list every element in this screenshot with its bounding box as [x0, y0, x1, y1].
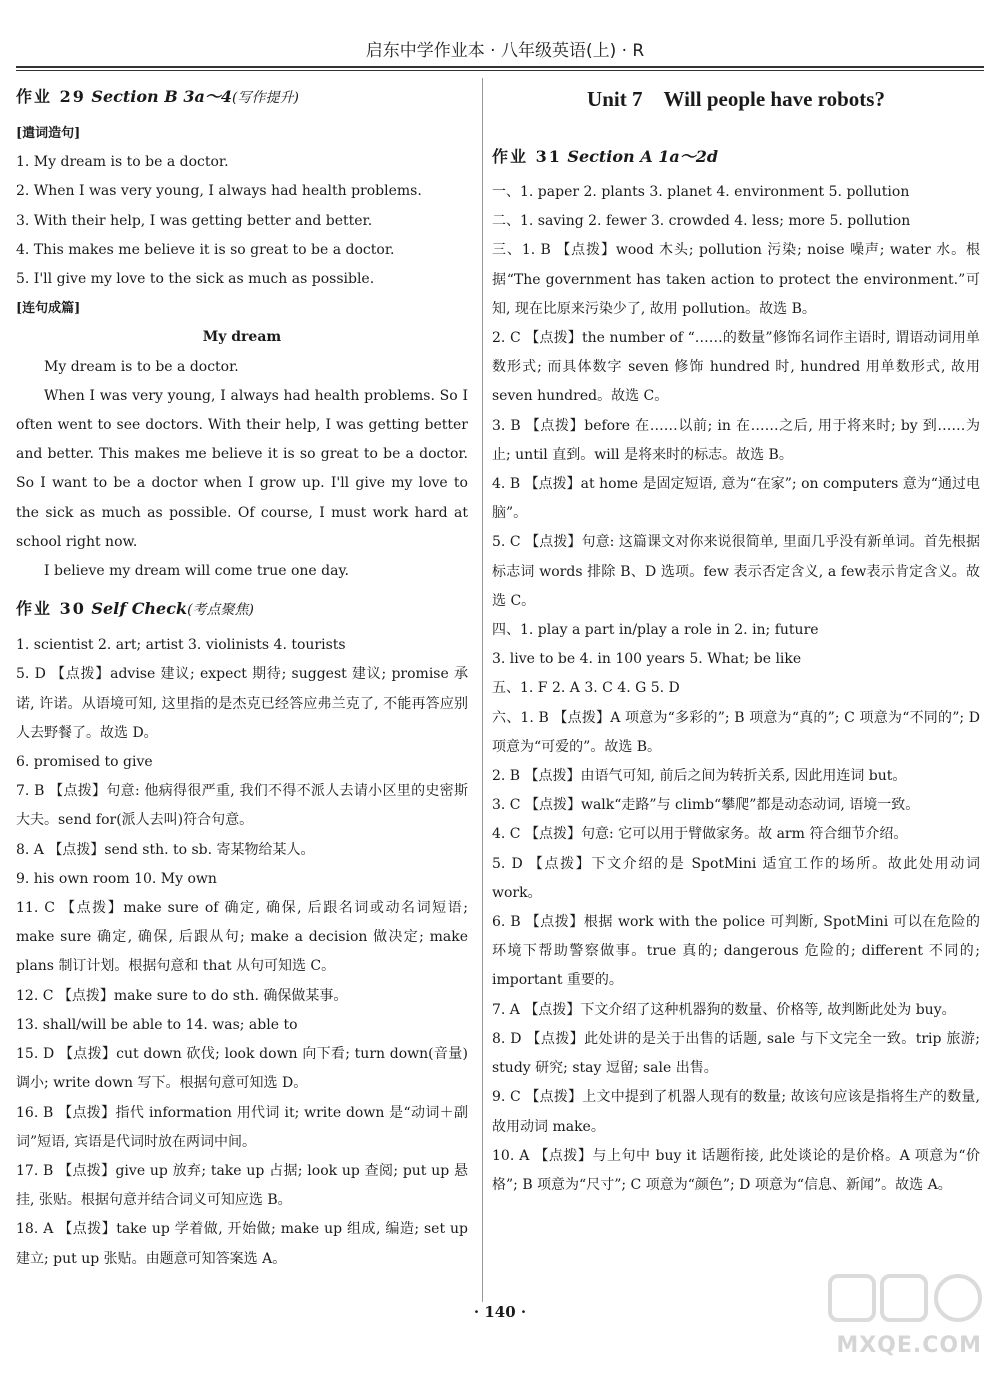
answer-item: 8. A 【点拨】send sth. to sb. 寄某物给某人。	[16, 841, 315, 858]
hw30-note: (考点聚焦)	[187, 602, 254, 619]
answer-item: 3. B 【点拨】before 在……以前; in 在……之后, 用于将来时; by 到……为止; until 直到。will 是将来时的标志。故选 B。	[492, 417, 980, 463]
essay-title: My dream	[202, 329, 282, 346]
watermark	[826, 1270, 986, 1360]
hw31-tag: 作业 31	[492, 147, 562, 166]
answer-item: 5. D 【点拨】下文介绍的是 SpotMini 适宜工作的场所。故此处用动词 work。	[492, 855, 980, 901]
essay-paragraph: I believe my dream will come true one day.	[44, 563, 349, 580]
answer-item: 6. B 【点拨】根据 work with the police 可判断, SpotMini 可以在危险的环境下帮助警察做事。true 真的; dangerous 危险的; different 不同的; important 重要的。	[492, 914, 980, 989]
essay-paragraph: My dream is to be a doctor.	[44, 358, 239, 375]
answer-item: 11. C 【点拨】make sure of 确定, 确保, 后跟名词或动名词短语; make sure 确定, 确保, 后跟从句; make a decision 做决定; make plans 制订计划。根据句意和 that 从句可知选 C。	[16, 900, 468, 975]
answer-item: 7. A 【点拨】下文介绍了这种机器狗的数量、价格等, 故判断此处为 buy。	[492, 1001, 956, 1018]
answer-item: 9. his own room 10. My own	[16, 870, 217, 887]
answer-item: 二、1. saving 2. fewer 3. crowded 4. less; more 5. pollution	[492, 213, 911, 230]
answer-item: 5. D 【点拨】advise 建议; expect 期待; suggest 建议; promise 承诺, 许诺。从语境可知, 这里指的是杰克已经答应弗兰克了, 不能再答应别人去野餐了。故选 D。	[16, 666, 468, 741]
answer-item: 18. A 【点拨】take up 学着做, 开始做; make up 组成, 编造; set up 建立; put up 张贴。由题意可知答案选 A。	[16, 1221, 468, 1267]
hw30-tag: 作业 30	[16, 599, 86, 619]
header-title: 启东中学作业本 · 八年级英语(上) · R	[365, 41, 645, 61]
header-rule-thin	[16, 70, 984, 71]
hw30-title: Self Check	[91, 599, 188, 619]
answer-item: 3. live to be 4. in 100 years 5. What; be like	[492, 651, 802, 668]
answer-item: 8. D 【点拨】此处讲的是关于出售的话题, sale 与下文完全一致。trip 旅游; study 研究; stay 逗留; sale 出售。	[492, 1030, 980, 1077]
hw29-sentence: 3. With their help, I was getting better and better.	[16, 212, 373, 229]
hw29-heading	[16, 82, 468, 113]
answer-item: 15. D 【点拨】cut down 砍伐; look down 向下看; turn down(音量)调小; write down 写下。根据句意可知选 D。	[16, 1046, 468, 1092]
column-divider	[482, 78, 483, 1302]
answer-item: 16. B 【点拨】指代 information 用代词 it; write down 是“动词＋副词”短语, 宾语是代词时放在两词中间。	[16, 1104, 468, 1150]
answer-item: 2. C 【点拨】the number of “……的数量”修饰名词作主语时, 谓语动词用单数形式; 而具体数字 seven 修饰 hundred 时, hundred 用单数形式, 故用 seven hundred。故选 C。	[492, 330, 980, 405]
hw29-title: Section B 3a～4	[91, 87, 232, 106]
page-header	[0, 0, 1000, 78]
hw29-sentence: 5. I'll give my love to the sick as much as possible.	[16, 271, 375, 288]
answer-item: 2. B 【点拨】由语气可知, 前后之间为转折关系, 因此用连词 but。	[492, 768, 907, 785]
answer-item: 四、1. play a part in/play a role in 2. in; future	[492, 622, 819, 639]
answer-item: 一、1. paper 2. plants 3. planet 4. environment 5. pollution	[492, 184, 910, 200]
answer-item: 12. C 【点拨】make sure to do sth. 确保做某事。	[16, 987, 348, 1004]
answer-item: 五、1. F 2. A 3. C 4. G 5. D	[492, 680, 680, 697]
hw31-title: Section A 1a～2d	[567, 147, 719, 166]
answer-item: 6. promised to give	[16, 754, 153, 771]
answer-item: 7. B 【点拨】句意: 他病得很严重, 我们不得不派人去请小区里的史密斯大夫。send for(派人去叫)符合句意。	[16, 783, 468, 829]
hw29-section1-label: [遣词造句]	[16, 126, 81, 141]
unit-title: Unit 7 Will people have robots?	[587, 87, 885, 111]
answer-item: 13. shall/will be able to 14. was; able to	[16, 1016, 298, 1033]
answer-item: 5. C 【点拨】句意: 这篇课文对你来说很简单, 里面几乎没有新单词。首先根据标志词 words 排除 B、D 选项。few 表示否定含义, a few表示肯定含义。故选 C。	[492, 534, 980, 609]
hw29-sentence: 4. This makes me believe it is so great to be a doctor.	[16, 241, 395, 258]
watermark-logo-icon	[826, 1270, 986, 1326]
essay-paragraph: When I was very young, I always had health problems. So I often went to see doctors. With their help, I was getting better and better. This makes me believe it is so great to be a doctor. So I want to be a doctor when I grow up. I'll give my love to the sick as much as possible. Of course, I must work hard at school right now.	[16, 387, 468, 550]
left-column	[16, 80, 468, 1274]
answer-item: 1. scientist 2. art; artist 3. violinists 4. tourists	[16, 637, 346, 654]
hw30-heading	[16, 594, 468, 625]
answer-item: 三、1. B 【点拨】wood 木头; pollution 污染; noise 噪声; water 水。根据“The government has taken action to protect the environment.”可知, 现在比原来污染少了, 故用 pollution。故选 B。	[492, 242, 980, 317]
hw29-sentence: 1. My dream is to be a doctor.	[16, 154, 229, 171]
hw29-section2-label: [连句成篇]	[16, 301, 81, 317]
page-number: · 140 ·	[473, 1303, 527, 1321]
answer-item: 17. B 【点拨】give up 放弃; take up 占据; look up 查阅; put up 悬挂, 张贴。根据句意并结合词义可知应选 B。	[16, 1162, 468, 1209]
right-column	[492, 80, 980, 1200]
header-rule	[16, 66, 984, 68]
hw29-note: (写作提升)	[231, 90, 299, 106]
answer-item: 六、1. B 【点拨】A 项意为“多彩的”; B 项意为“真的”; C 项意为“不同的”; D 项意为“可爱的”。故选 B。	[492, 709, 980, 755]
hw31-heading	[492, 142, 980, 172]
answer-item: 4. B 【点拨】at home 是固定短语, 意为“在家”; on computers 意为“通过电脑”。	[492, 476, 980, 522]
answer-item: 10. A 【点拨】与上句中 buy it 话题衔接, 此处谈论的是价格。A 项意为“价格”; B 项意为“尺寸”; C 项意为“颜色”; D 项意为“信息、新闻”。故选 A。	[492, 1147, 980, 1193]
answer-item: 9. C 【点拨】上文中提到了机器人现有的数量; 故该句应该是指将生产的数量, 故用动词 make。	[492, 1089, 980, 1135]
hw29-sentence: 2. When I was very young, I always had health problems.	[16, 183, 422, 200]
answer-item: 4. C 【点拨】句意: 它可以用于臂做家务。故 arm 符合细节介绍。	[492, 826, 908, 843]
hw29-tag: 作业 29	[16, 87, 86, 106]
answer-item: 3. C 【点拨】walk“走路”与 climb“攀爬”都是动态动词, 语境一致。	[492, 797, 920, 814]
watermark-url: MXQE.COM	[836, 1333, 982, 1358]
